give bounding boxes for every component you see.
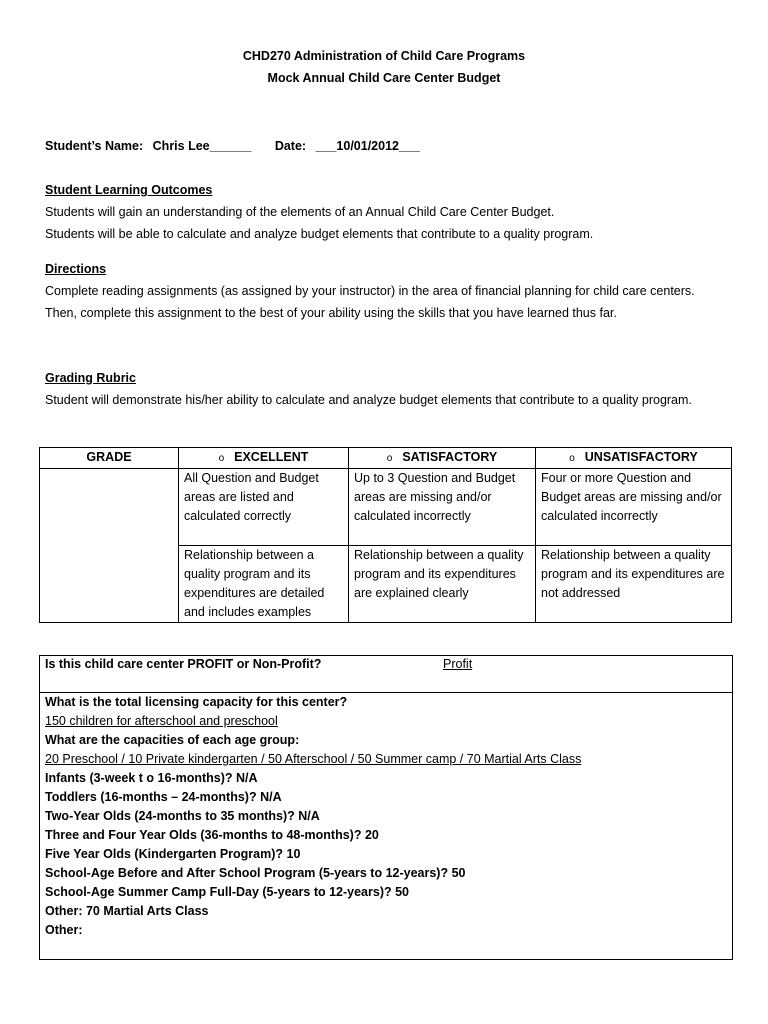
- capacity-question: What is the total licensing capacity for this center?: [45, 695, 348, 709]
- age-groups-answer: 20 Preschool / 10 Private kindergarten / 50 Afterschool / 50 Summer camp / 70 Martial Arts Class: [45, 752, 582, 766]
- age-group-item: School-Age Summer Camp Full-Day (5-years to 12-years)? 50: [45, 885, 410, 899]
- age-group-item: School-Age Before and After School Program (5-years to 12-years)? 50: [45, 866, 466, 880]
- rubric-header-row: [40, 448, 732, 469]
- age-group-item: Other:: [45, 923, 83, 937]
- age-group-item: Two-Year Olds (24-months to 35 months)? N/A: [45, 809, 320, 823]
- capacity-answer: 150 children for afterschool and preschool: [45, 714, 278, 728]
- outcome-line-2: Students will be able to calculate and analyze budget elements that contribute to a quality program.: [45, 227, 594, 241]
- directions-text: Complete reading assignments (as assigned by your instructor) in the area of financial planning for child care centers. Then, complete this assignment to the best of your ability using the skills that you have learned thus far.: [45, 284, 695, 320]
- directions-heading: Directions: [45, 262, 107, 276]
- rubric-header-unsatisfactory: o UNSATISFACTORY: [536, 448, 732, 469]
- rubric-cell: Relationship between a quality program and its expenditures are explained clearly: [349, 546, 536, 623]
- age-group-item: Three and Four Year Olds (36-months to 48-months)? 20: [45, 828, 379, 842]
- bullet-icon: o: [569, 453, 575, 464]
- rubric-row: [40, 469, 732, 546]
- rubric-cell: Relationship between a quality program and its expenditures are not addressed: [536, 546, 732, 623]
- rubric-grade-cell: [40, 469, 179, 623]
- grading-rubric-table: [39, 447, 732, 623]
- document-title: CHD270 Administration of Child Care Programs: [242, 49, 526, 63]
- grading-text: Student will demonstrate his/her ability to calculate and analyze budget elements that contribute to a quality program.: [45, 393, 692, 407]
- date-value: ___10/01/2012___: [315, 139, 420, 153]
- rubric-cell: Four or more Question and Budget areas are missing and/or calculated incorrectly: [536, 469, 732, 546]
- date-label: Date:: [274, 139, 307, 153]
- age-group-item: Other: 70 Martial Arts Class: [45, 904, 209, 918]
- age-group-item: Toddlers (16-months – 24-months)? N/A: [45, 790, 282, 804]
- age-groups-question: What are the capacities of each age group:: [45, 733, 300, 747]
- age-group-item: Five Year Olds (Kindergarten Program)? 10: [45, 847, 301, 861]
- rubric-cell: Relationship between a quality program and its expenditures are detailed and includes examples: [179, 546, 349, 623]
- bullet-icon: o: [218, 453, 225, 464]
- bullet-icon: o: [386, 453, 393, 464]
- profit-answer: Profit: [443, 657, 473, 671]
- student-info-line: [45, 139, 420, 153]
- rubric-cell: All Question and Budget areas are listed and calculated correctly: [179, 469, 349, 546]
- document-subtitle: Mock Annual Child Care Center Budget: [267, 71, 501, 85]
- outcomes-heading: Student Learning Outcomes: [45, 183, 213, 197]
- rubric-header-grade: GRADE: [40, 448, 179, 469]
- profit-question: Is this child care center PROFIT or Non-Profit?: [45, 657, 322, 671]
- rubric-cell: Up to 3 Question and Budget areas are missing and/or calculated incorrectly: [349, 469, 536, 546]
- student-name-label: Student’s Name:: [45, 139, 144, 153]
- outcome-line-1: Students will gain an understanding of the elements of an Annual Child Care Center Budget.: [45, 205, 555, 219]
- rubric-header-excellent: o EXCELLENT: [179, 448, 349, 469]
- age-group-item: Infants (3-week t o 16-months)? N/A: [45, 771, 258, 785]
- grading-heading: Grading Rubric: [45, 371, 136, 385]
- rubric-header-satisfactory: o SATISFACTORY: [349, 448, 536, 469]
- student-name-value: Chris Lee______: [152, 139, 252, 153]
